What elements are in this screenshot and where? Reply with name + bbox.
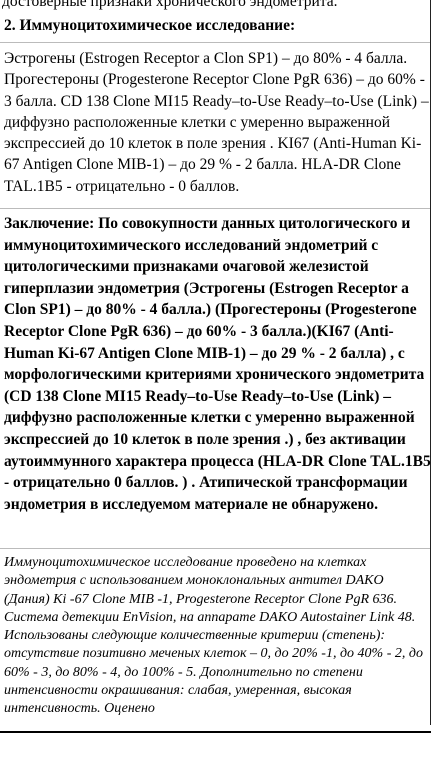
previous-paragraph-tail: достоверные признаки хронического эндометрита. xyxy=(2,0,338,10)
divider xyxy=(0,548,430,549)
divider xyxy=(0,42,430,43)
divider xyxy=(0,208,430,209)
section-title: 2. Иммуноцитохимическое исследование: xyxy=(4,17,296,34)
method-note-paragraph: Иммуноцитохимическое исследование проведено на клетках эндометрия с использованием моноклональных антител DAKO (Дания) Ki -67 Clone MIB -1, Progesterone Receptor Clone PgR 636. Система детекции EnVision, на аппарате DAKO Autostainer Link 48. Использованы следующие количественные критерии (степень): отсутствие позитивно меченых клеток – 0, до 20% -1, до 40% - 2, до 60% - 3, до 80% - 4, до 100% - 5. Дополнительно по степени интенсивности окрашивания: слабая, умеренная, высокая интенсивность. Оценено xyxy=(4,555,423,717)
ihc-results-paragraph: Эстрогены (Estrogen Receptor a Clon SP1) – до 80% - 4 балла. Прогестероны (Progesterone Receptor Clone PgR 636) – до 60% - 3 балла. CD 138 Clone MI15 Ready–to-Use Ready–to-Use (Link) – диффузно расположенные клетки с умеренно выраженной экспрессией до 10 клеток в поле зрения . KI67 (Anti-Human Ki-67 Antigen Clone MIB-1) – до 29 % - 2 балла. HLA-DR Clone TAL.1B5 - отрицательно - 0 баллов. xyxy=(4,50,429,195)
conclusion-paragraph: Заключение: По совокупности данных цитологического и иммуноцитохимического исследований эндометрий с цитологическими признаками очаговой железистой гиперплазии эндометрия (Эстрогены (Estrogen Receptor a Clon SP1) – до 80% - 4 балла.) (Прогестероны (Progesterone Receptor Clone PgR 636) – до 60% - 3 балла.)(KI67 (Anti-Human Ki-67 Antigen Clone MIB-1) – до 29 % - 2 балла) , с морфологическими критериями хронического эндометрита (CD 138 Clone MI15 Ready–to-Use Ready–to-Use (Link) – диффузно расположенные клетки с умеренно выраженной экспрессией до 10 клеток в поле зрения .) , без активации аутоиммунного характера процесса (HLA-DR Clone TAL.1B5 - отрицательно 0 баллов. ) . Атипической трансформации эндометрия в исследуемом материале не обнаружено. xyxy=(4,215,431,513)
page-gap xyxy=(0,733,433,770)
